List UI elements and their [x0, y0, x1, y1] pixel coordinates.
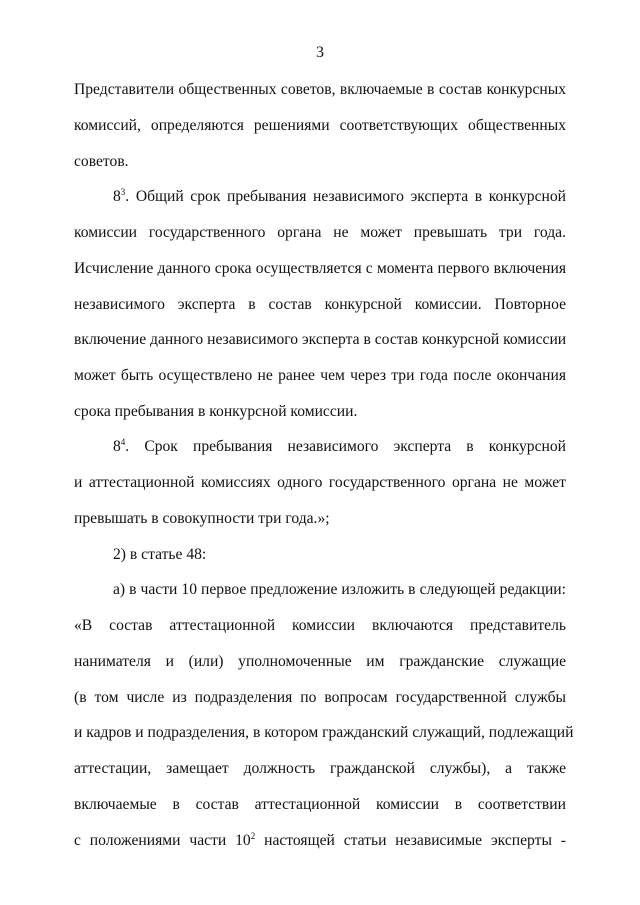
text-line: 2) в статье 48: — [113, 546, 207, 563]
text-line: комиссии государственного органа не может превышать три года. — [74, 224, 566, 241]
text-line: и аттестационной комиссиях одного государственного органа не может — [74, 474, 566, 491]
text-line: $8^3$. Общий срок пребывания независимого эксперта в конкурсной — [113, 186, 566, 205]
text-line: аттестации, замещает должность гражданской службы), а также — [74, 760, 566, 777]
text-line: (в том числе из подразделения по вопросам государственной службы — [74, 689, 566, 706]
text-line: и кадров и подразделения, в котором гражданский служащий, подлежащий — [74, 724, 574, 741]
text-line: комиссий, определяются решениями соответствующих общественных — [74, 117, 566, 134]
text-line: $8^4$. Срок пребывания независимого эксперта в конкурсной — [113, 436, 566, 455]
text-line: нанимателя и (или) уполномоченные им гражданские служащие — [74, 653, 566, 670]
part-number: $10^2$ — [235, 830, 256, 849]
text-line: включение данного независимого эксперта в состав конкурсной комиссии — [74, 331, 567, 348]
text-line: может быть осуществлено не ранее чем через три года после окончания — [74, 367, 566, 384]
item-number: $8^3$. — [113, 186, 130, 205]
text-line: советов. — [74, 153, 129, 170]
text-line: с положениями части $10^2$ настоящей статьи независимые эксперты - — [74, 830, 566, 849]
text-line: а) в части 10 первое предложение изложить в следующей редакции: — [113, 581, 566, 598]
text-line: включаемые в состав аттестационной комиссии в соответствии — [74, 796, 566, 813]
text-line: независимого эксперта в состав конкурсной комиссии. Повторное — [74, 296, 566, 313]
text-line: «В состав аттестационной комиссии включаются представитель — [74, 617, 566, 634]
text-line: превышать в совокупности три года.»; — [74, 510, 330, 527]
text-line: срока пребывания в конкурсной комиссии. — [74, 403, 358, 420]
item-number: $8^4$. — [113, 436, 130, 455]
page-number: 3 — [316, 44, 324, 61]
text-line: Представители общественных советов, включаемые в состав конкурсных — [74, 81, 566, 98]
text-line: Исчисление данного срока осуществляется с момента первого включения — [74, 260, 566, 277]
